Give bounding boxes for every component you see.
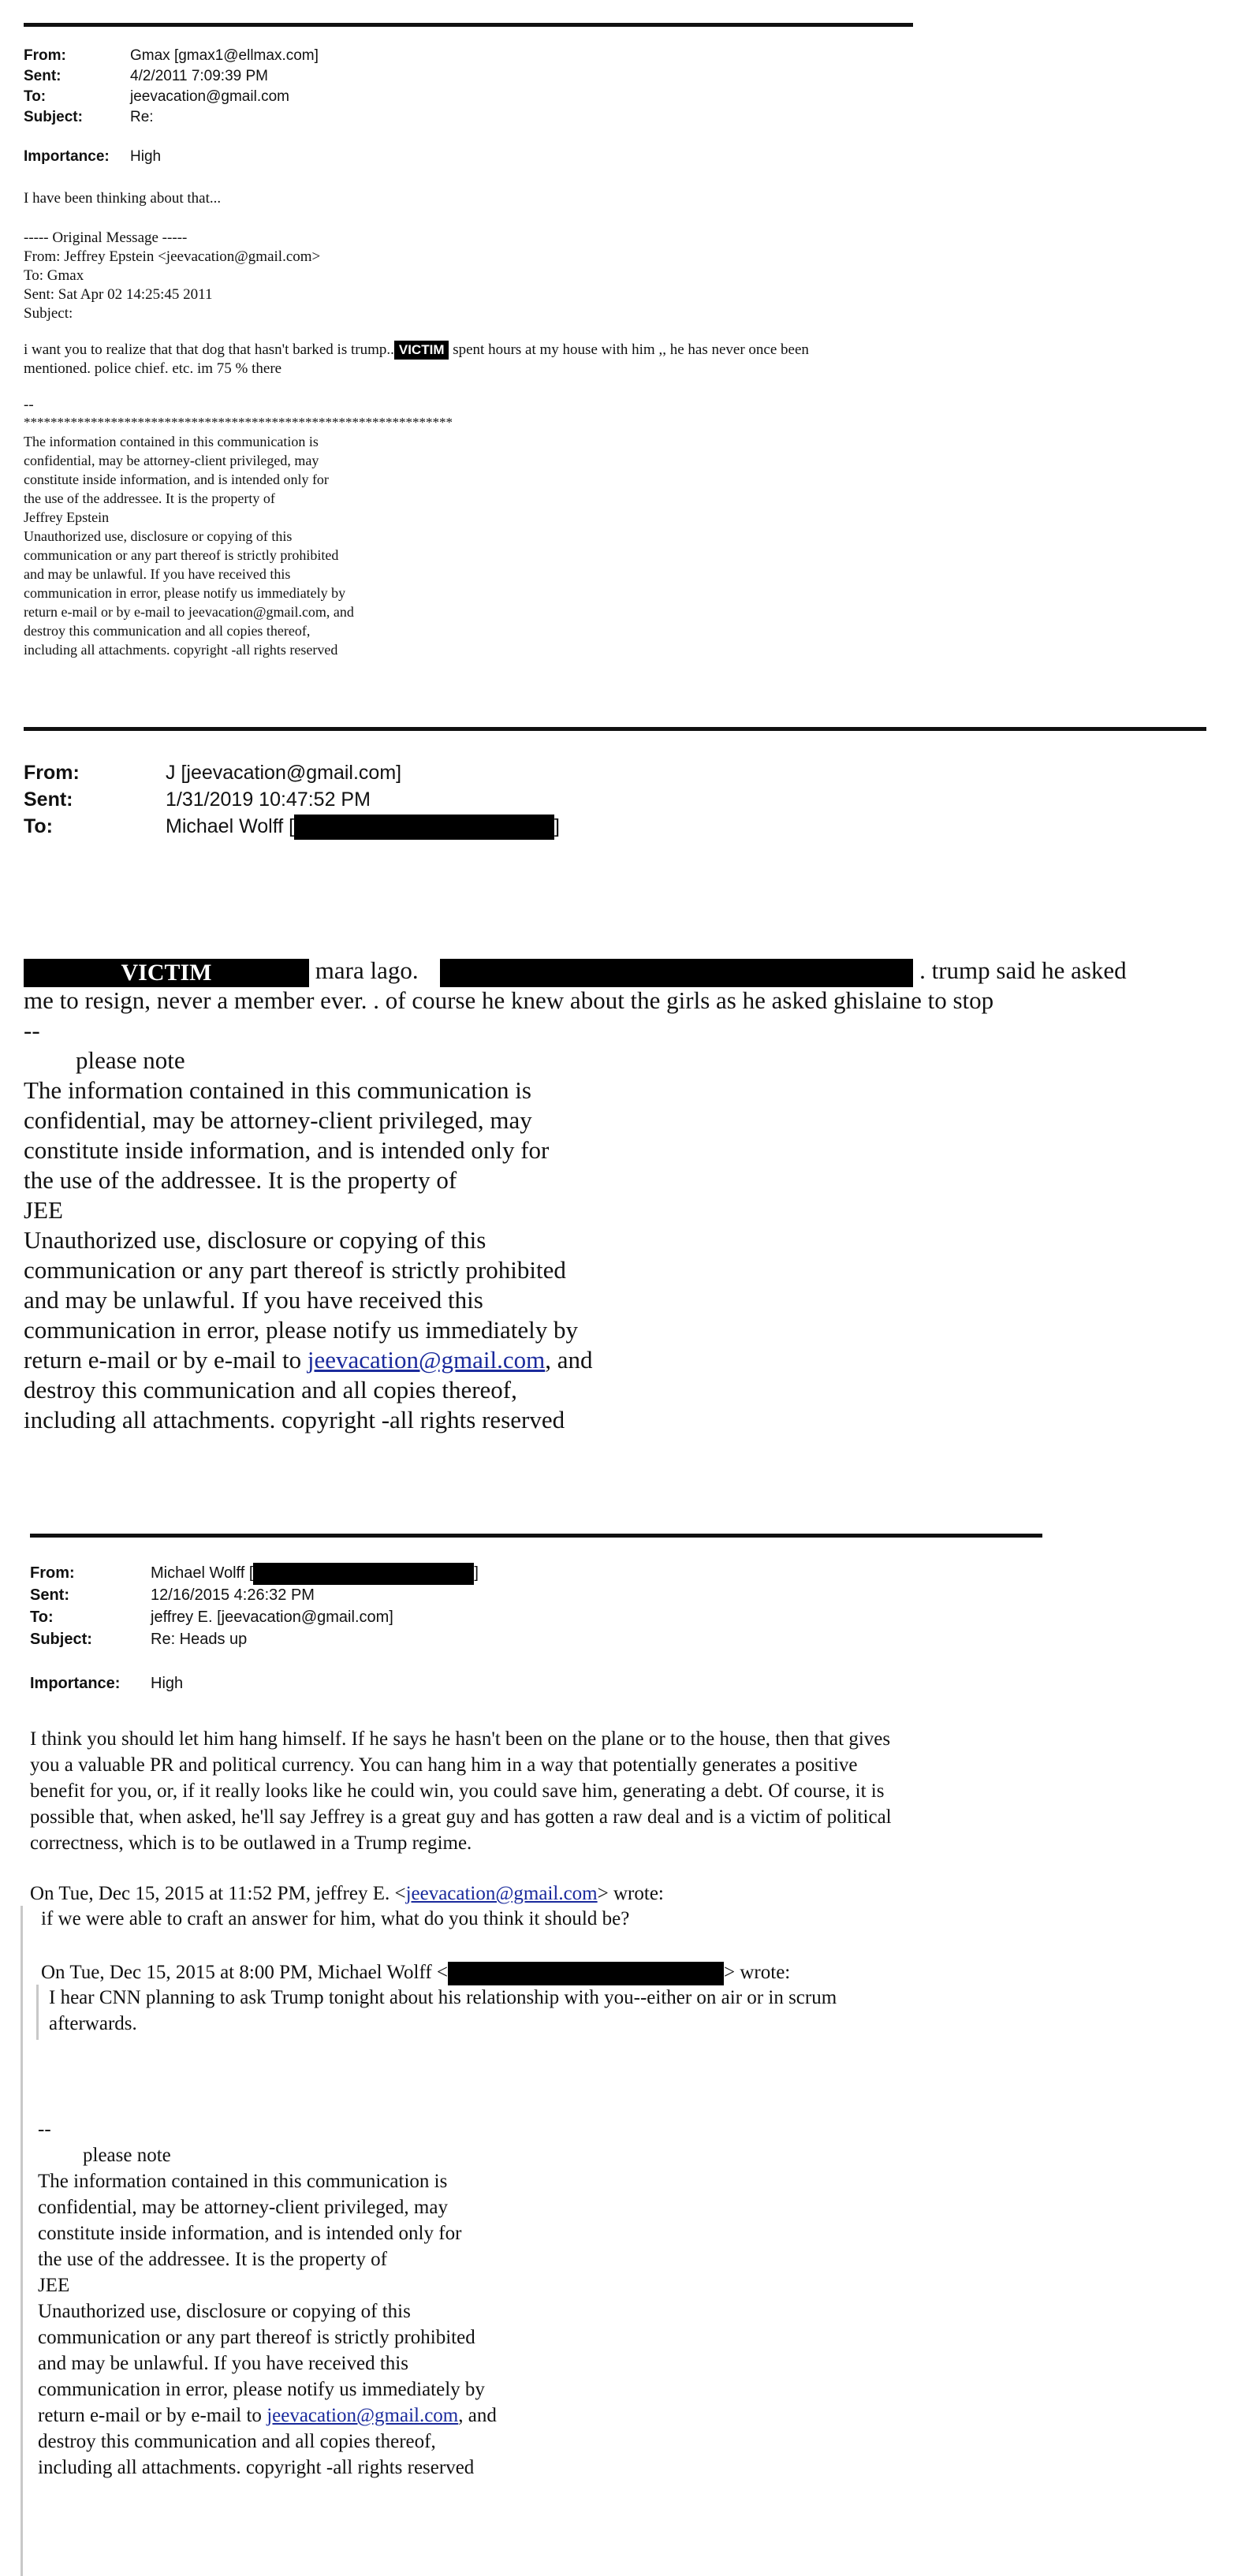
from-label: From: — [24, 47, 66, 64]
disclaimer-line: The information contained in this communication is — [24, 434, 319, 449]
quote1-suffix: > wrote: — [597, 1883, 664, 1904]
sent-value: 1/31/2019 10:47:52 PM — [166, 788, 371, 811]
disclaimer-line: Unauthorized use, disclosure or copying of this — [24, 1226, 486, 1254]
disclaimer-line: destroy this communication and all copies thereof, — [24, 1376, 517, 1404]
disclaimer-line: confidential, may be attorney-client privileged, may — [24, 453, 319, 468]
disclaimer-line: and may be unlawful. If you have received this — [24, 566, 291, 582]
disclaimer-line: confidential, may be attorney-client privileged, may — [38, 2197, 448, 2218]
body-line: you a valuable PR and political currency. You can hang him in a way that potentially generates a positive — [30, 1754, 858, 1776]
quote2-suffix: > wrote: — [724, 1962, 791, 1983]
body-line: I think you should let him hang himself. If he says he hasn't been on the plane or to the house, then that gives — [30, 1728, 891, 1750]
from-value: Gmax [gmax1@ellmax.com] — [130, 47, 319, 64]
original-sent: Sent: Sat Apr 02 14:25:45 2011 — [24, 286, 213, 303]
email1-body-line2: mentioned. police chief. etc. im 75 % there — [24, 360, 282, 377]
sent-value: 4/2/2011 7:09:39 PM — [130, 68, 268, 84]
sent-label: Sent: — [24, 788, 73, 811]
return-email-line — [38, 2403, 497, 2429]
from-suffix: ] — [474, 1564, 479, 1582]
redaction-block — [440, 959, 913, 987]
asterisk-rule: **************************************************************** — [24, 415, 453, 430]
original-message-divider: ----- Original Message ----- — [24, 229, 188, 246]
sent-value: 12/16/2015 4:26:32 PM — [151, 1586, 315, 1604]
disclaimer-line: constitute inside information, and is intended only for — [38, 2223, 462, 2244]
to-label: To: — [24, 88, 47, 105]
email1-body-line1 — [24, 341, 809, 360]
signature-dash: -- — [38, 2119, 51, 2140]
disclaimer-line: communication or any part thereof is strictly prohibited — [38, 2327, 475, 2348]
disclaimer-line: JEE — [24, 1196, 63, 1224]
to-value — [166, 813, 560, 840]
disclaimer-line: destroy this communication and all copies thereof, — [24, 623, 311, 639]
return-suffix: , and — [545, 1346, 593, 1374]
body-text: . trump said he asked — [919, 956, 1127, 984]
from-value — [151, 1562, 479, 1585]
from-label: From: — [30, 1564, 75, 1582]
body-line: possible that, when asked, he'll say Jeffrey is a great guy and has gotten a raw deal and is a victim of political — [30, 1806, 892, 1828]
body-text: i want you to realize that that dog that hasn't barked is trump.. — [24, 341, 394, 358]
disclaimer-line: the use of the addressee. It is the property of — [24, 1166, 457, 1194]
disclaimer-line: the use of the addressee. It is the property of — [38, 2249, 387, 2270]
quote2-attribution — [41, 1959, 790, 1985]
quote-bar — [36, 1985, 39, 2040]
subject-label: Subject: — [24, 109, 83, 125]
original-from: From: Jeffrey Epstein <jeevacation@gmail.com> — [24, 248, 321, 265]
return-prefix: return e-mail or by e-mail to — [38, 2405, 267, 2426]
quote-bar — [21, 1906, 23, 2576]
email3-top-rule — [30, 1534, 1042, 1538]
from-label: From: — [24, 762, 80, 784]
quote1-prefix: On Tue, Dec 15, 2015 at 11:52 PM, jeffrey E. < — [30, 1883, 406, 1904]
sent-label: Sent: — [30, 1586, 69, 1604]
body-text: mara lago. — [315, 956, 419, 984]
email2-body-line2: me to resign, never a member ever. . of course he knew about the girls as he asked ghislaine to stop — [24, 986, 994, 1014]
please-note: please note — [83, 2145, 171, 2166]
quote1-text: if we were able to craft an answer for him, what do you think it should be? — [41, 1908, 630, 1929]
disclaimer-line: confidential, may be attorney-client privileged, may — [24, 1106, 532, 1134]
subject-value: Re: Heads up — [151, 1631, 248, 1648]
original-to: To: Gmax — [24, 267, 84, 284]
from-value: J [jeevacation@gmail.com] — [166, 762, 402, 784]
body-line: correctness, which is to be outlawed in a Trump regime. — [30, 1832, 472, 1854]
importance-value: High — [151, 1675, 184, 1692]
disclaimer-line: communication in error, please notify us immediately by — [24, 1316, 578, 1344]
importance-value: High — [130, 148, 162, 165]
email2-top-rule — [24, 727, 1206, 731]
body-line: benefit for you, or, if it really looks like he could win, you could save him, generating a debt. Of course, it is — [30, 1780, 885, 1802]
please-note: please note — [76, 1046, 185, 1074]
disclaimer-line: The information contained in this communication is — [38, 2171, 448, 2192]
disclaimer-line: Unauthorized use, disclosure or copying of this — [24, 528, 293, 544]
disclaimer-line: and may be unlawful. If you have received this — [24, 1286, 483, 1314]
signature-dash: -- — [24, 1016, 40, 1044]
disclaimer-line: destroy this communication and all copies thereof, — [38, 2431, 436, 2452]
importance-label: Importance: — [30, 1675, 121, 1692]
email-link[interactable]: jeevacation@gmail.com — [267, 2405, 459, 2426]
importance-label: Importance: — [24, 148, 110, 165]
quote2-text-line1: I hear CNN planning to ask Trump tonight about his relationship with you--either on air or in scrum — [49, 1987, 837, 2008]
disclaimer-line: constitute inside information, and is intended only for — [24, 1136, 550, 1164]
disclaimer-line: including all attachments. copyright -all rights reserved — [24, 1406, 565, 1433]
signature-dash: -- — [24, 397, 34, 413]
redaction-block — [448, 1962, 724, 1985]
to-label: To: — [24, 815, 54, 837]
quote1-attribution — [30, 1881, 664, 1907]
to-suffix: ] — [554, 815, 560, 837]
disclaimer-line: the use of the addressee. It is the property of — [24, 490, 275, 506]
disclaimer-line: including all attachments. copyright -all rights reserved — [38, 2457, 475, 2478]
to-label: To: — [30, 1609, 54, 1626]
quote2-prefix: On Tue, Dec 15, 2015 at 8:00 PM, Michael Wolff < — [41, 1962, 449, 1983]
email-link[interactable]: jeevacation@gmail.com — [307, 1346, 546, 1374]
subject-label: Subject: — [30, 1631, 92, 1648]
disclaimer-line: including all attachments. copyright -all rights reserved — [24, 642, 338, 658]
to-prefix: Michael Wolff [ — [166, 815, 295, 837]
subject-value: Re: — [130, 109, 154, 125]
return-prefix: return e-mail or by e-mail to — [24, 1346, 308, 1374]
disclaimer-line: and may be unlawful. If you have received this — [38, 2353, 408, 2374]
disclaimer-line: Unauthorized use, disclosure or copying of this — [38, 2301, 411, 2322]
redaction-block — [253, 1563, 474, 1585]
email2-body-line1 — [24, 956, 1127, 987]
email-link[interactable]: jeevacation@gmail.com — [405, 1883, 598, 1904]
quote2-text-line2: afterwards. — [49, 2013, 137, 2034]
to-value: jeevacation@gmail.com — [130, 88, 289, 105]
return-email-line — [24, 1345, 593, 1375]
victim-redaction: VICTIM — [394, 341, 449, 360]
disclaimer-line: constitute inside information, and is intended only for — [24, 472, 329, 487]
disclaimer-line: return e-mail or by e-mail to jeevacation@gmail.com, and — [24, 604, 354, 620]
disclaimer-line: The information contained in this communication is — [24, 1076, 531, 1104]
victim-redaction: VICTIM — [24, 959, 309, 987]
disclaimer-line: communication or any part thereof is strictly prohibited — [24, 547, 339, 563]
disclaimer-line: Jeffrey Epstein — [24, 509, 110, 525]
original-subject: Subject: — [24, 305, 73, 322]
to-value: jeffrey E. [jeevacation@gmail.com] — [151, 1609, 393, 1626]
disclaimer-line: communication in error, please notify us immediately by — [38, 2379, 485, 2400]
disclaimer-line: communication or any part thereof is strictly prohibited — [24, 1256, 566, 1284]
email1-reply-text: I have been thinking about that... — [24, 190, 222, 207]
from-prefix: Michael Wolff [ — [151, 1564, 254, 1582]
disclaimer-line: communication in error, please notify us immediately by — [24, 585, 346, 601]
body-text: spent hours at my house with him ,, he has never once been — [453, 341, 809, 358]
disclaimer-line: JEE — [38, 2275, 70, 2296]
email1-top-rule — [24, 23, 913, 27]
redaction-block — [294, 815, 554, 840]
sent-label: Sent: — [24, 68, 62, 84]
return-suffix: , and — [458, 2405, 497, 2426]
